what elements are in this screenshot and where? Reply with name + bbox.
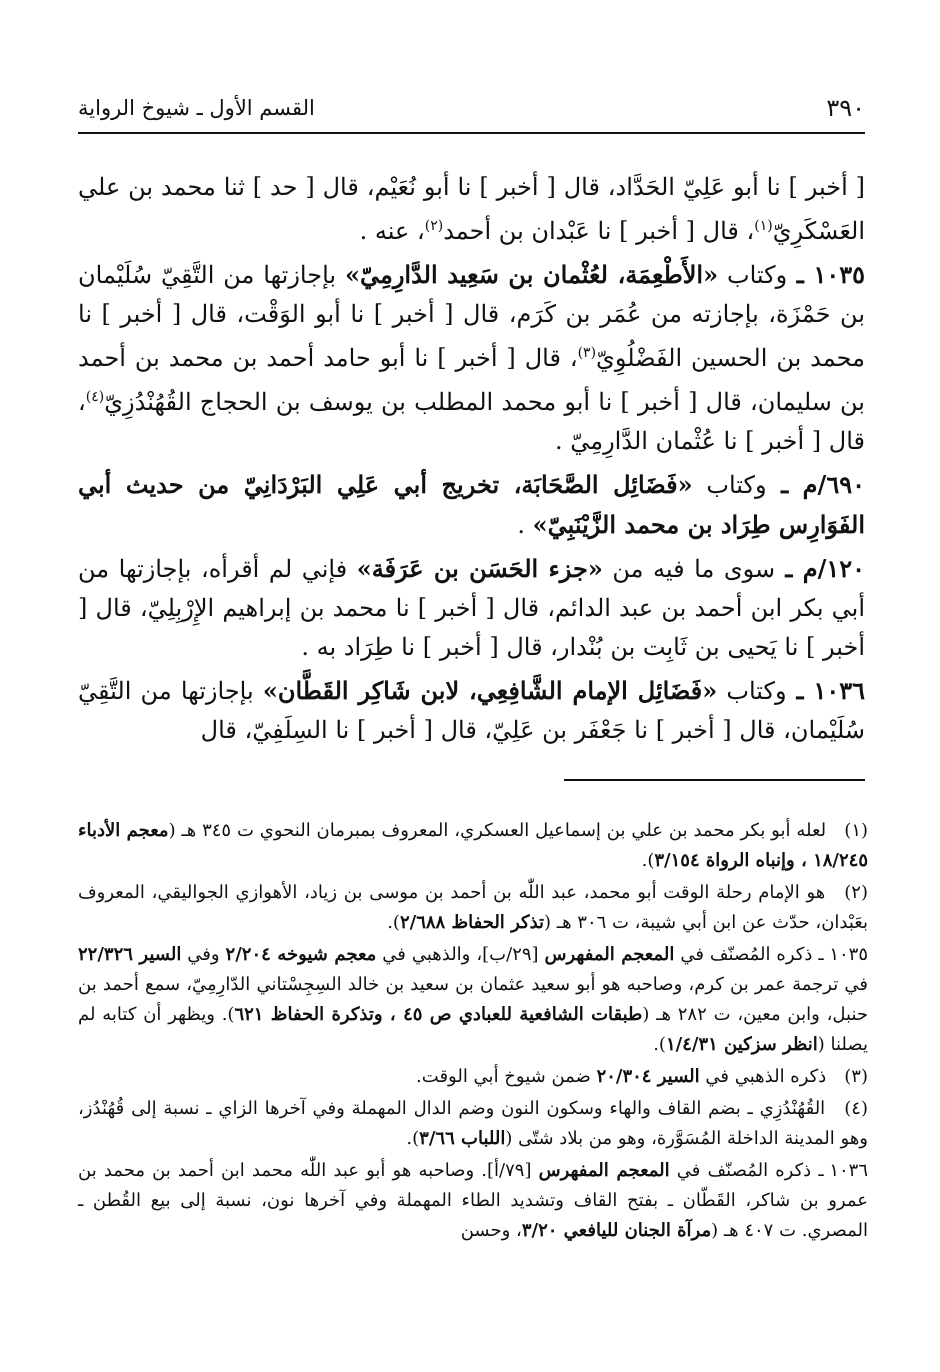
text-run: ). xyxy=(387,912,400,933)
footnote-text xyxy=(78,944,868,1055)
text-run: في ترجمة عمر بن كرم، وصاحبه هو أبو سعيد عثمان بن سعيد بن خالد السِجِسْتاني الدّارِمِيّ، سمع أحمد بن حنبل، وابن معين، ت ٢٨٢ هـ ( xyxy=(78,974,869,1025)
bold-text: ١٠٣٦ ـ xyxy=(786,676,865,705)
text-run: ، وحسن xyxy=(460,1220,522,1241)
footnotes xyxy=(78,816,868,1248)
footnote-text xyxy=(78,882,868,933)
text-run: ، قال [ أخبر ] نا عَبْدان بن أحمد xyxy=(443,217,755,245)
footnote-number: (٤) xyxy=(844,1098,868,1119)
text-run: وكتاب xyxy=(692,471,767,499)
footnote xyxy=(78,1062,868,1092)
text-run: بإجازتها من التَّقِيّ سُلَيْمان بن حَمْزَة، بإجازته من عُمَر بن كَرَم، قال [ أخبر ] نا أبو الوَقْت، قال [ أخبر ] نا محمد بن الحسين الفَضْلُوِيّ xyxy=(78,261,865,372)
footnote xyxy=(78,1094,868,1154)
main-text xyxy=(78,168,865,754)
text-run: وكتاب xyxy=(717,677,787,705)
footnote xyxy=(78,878,868,938)
text-run: وكتاب xyxy=(718,261,788,289)
running-title: القسم الأول ـ شيوخ الرواية xyxy=(78,96,315,120)
footnote-text xyxy=(416,1066,826,1087)
text-run: هو الإمام رحلة الوقت أبو محمد، عبد اللّٰه بن أحمد بن موسى بن زياد، الأهوازي الجواليقي، المعروف بعَبْدان، حدّث عن ابن أبي شيبة، ت ٣٠٦ هـ ( xyxy=(78,882,868,933)
footnote xyxy=(78,940,868,1060)
paragraph xyxy=(78,671,865,750)
bold-text: «الأَطْعِمَة، لعُثْمان بن سَعِيد الدَّارِمِيّ» xyxy=(344,260,719,289)
page-header xyxy=(78,92,865,134)
text-run: ذكره المُصنّف في xyxy=(674,944,813,965)
text-run: . xyxy=(517,511,533,539)
footnote-text xyxy=(78,820,868,871)
bold-text: ١٢٠/م ـ xyxy=(775,554,866,583)
paragraph xyxy=(78,255,865,461)
text-run: [ أخبر ] نا أبو عَلِيّ الحَدَّاد، قال [ أخبر ] نا أبو نُعَيْم، قال [ حد ] ثنا محمد بن علي العَسْكَرِيّ xyxy=(78,173,865,245)
footnote xyxy=(78,816,868,876)
footnote-ref: (٣) xyxy=(577,345,597,361)
bold-text: المعجم المفهرس xyxy=(544,944,675,965)
footnote-number: (٢) xyxy=(844,882,868,903)
bold-text: تذكر الحفاظ ٢/٦٨٨ xyxy=(399,912,545,933)
text-run: ، قال [ أخبر ] نا عُثْمان الدَّارِمِيّ . xyxy=(78,388,865,455)
text-run: [٧٩/أ]. وصاحبه هو أبو عبد اللّٰه محمد ابن أحمد بن محمد بن عمرو بن شاكر، القَطّان ـ بفتح القاف وتشديد الطاء المهملة وفي آخرها نون، نسبة إلى بيع القُطن ـ المصري. ت ٤٠٧ هـ ( xyxy=(78,1160,868,1241)
text-run: [٢٩/ب]، والذهبي في xyxy=(376,944,545,965)
text-run: ). ويظهر أن كتابه لم يصلنا ( xyxy=(78,1004,868,1055)
footnote-number: (٣) xyxy=(844,1066,868,1087)
bold-text: اللباب ٣/٦٦ xyxy=(419,1128,506,1149)
bold-text: السير ٢٢/٣٢٦ xyxy=(78,944,182,965)
footnote-text xyxy=(78,1098,868,1149)
text-run: لعله أبو بكر محمد بن علي بن إسماعيل العسكري، المعروف بمبرمان النحوي ت ٣٤٥ هـ ( xyxy=(168,820,827,841)
footnote-number: ١٠٣٦ ـ xyxy=(818,1160,868,1181)
bold-text: «جزء الحَسَن بن عَرَفَة» xyxy=(356,554,603,583)
bold-text: ١٠٣٥ ـ xyxy=(787,260,865,289)
paragraph xyxy=(78,465,865,545)
footnote-text xyxy=(78,1160,868,1241)
bold-text: ٦٩٠/م ـ xyxy=(766,470,865,499)
footnote xyxy=(78,1156,868,1246)
footnote-ref: (٤) xyxy=(85,389,105,405)
text-run: فإني لم أقرأه، بإجازتها من أبي بكر ابن أحمد بن عبد الدائم، قال [ أخبر ] نا محمد بن إبراهيم الإِرْبِلِيّ، قال [ أخبر ] نا يَحيى بن ثَابِت بن بُنْدار، قال [ أخبر ] نا طِرَاد به . xyxy=(78,555,865,661)
bold-text: طبقات الشافعية للعبادي ص ٤٥ ، وتذكرة الحفاظ ٦٢١ xyxy=(234,1004,643,1025)
page-number: ٣٩٠ xyxy=(826,94,865,122)
bold-text: «فَضَائِل الإمام الشَّافِعِي، لابن شَاكِر القَطَّان» xyxy=(262,676,718,705)
footnote-number: ١٠٣٥ ـ xyxy=(818,944,868,965)
footnote-ref: (٢) xyxy=(424,218,444,234)
bold-text: «فَضَائِل الصَّحَابَة، تخريج أبي عَلِي البَرْدَانِيّ من حديث أبي الفَوَارِس طِرَاد بن محمد الزَّيْنَبِيّ» xyxy=(78,470,865,539)
text-run: ذكره الذهبي في xyxy=(699,1066,827,1087)
text-run: ضمن شيوخ أبي الوقت. xyxy=(416,1066,597,1087)
footnote-number: (١) xyxy=(844,820,869,841)
bold-text: انظر سزكين ١/٤/٣١ xyxy=(665,1034,818,1055)
text-run: سوى ما فيه من xyxy=(602,555,776,583)
text-run: ذكره المُصنّف في xyxy=(669,1160,812,1181)
text-run: بإجازتها من التَّقِيّ سُلَيْمان، قال [ أخبر ] نا جَعْفَر بن عَلِيّ، قال [ أخبر ] نا السِلَفِيّ، قال xyxy=(78,677,865,744)
bold-text: المعجم المفهرس xyxy=(538,1160,670,1181)
text-run: ). xyxy=(653,1034,666,1055)
text-run: ). xyxy=(406,1128,420,1149)
bold-text: معجم شيوخه ٢/٢٠٤ xyxy=(225,944,377,965)
paragraph xyxy=(78,168,865,251)
bold-text: معجم الأدباء ١٨/٢٤٥ ، وإنباه الرواة ٣/١٥٤ xyxy=(78,820,868,871)
footnote-ref: (١) xyxy=(754,218,773,234)
paragraph xyxy=(78,549,865,667)
text-run: القُهُنْدُزِي ـ بضم القاف والهاء وسكون النون وضم الدال المهملة وفي آخرها الزاي ـ نسبة إلى قُهُنْدُز، وهو المدينة الداخلة المُسَوَّرة، وهو من بلاد شتّى ( xyxy=(78,1098,868,1149)
bold-text: السير ٢٠/٣٠٤ xyxy=(596,1066,700,1087)
footnote-divider xyxy=(564,779,865,781)
text-run: ، عنه . xyxy=(359,217,425,245)
bold-text: مرآة الجنان لليافعي ٣/٢٠ xyxy=(521,1220,712,1241)
text-run: ). xyxy=(641,850,655,871)
text-run: ، قال [ أخبر ] نا أبو حامد أحمد بن محمد بن أحمد بن سليمان، قال [ أخبر ] نا أبو محمد المطلب بن يوسف بن الحجاج القُهُنْدُزِيّ xyxy=(78,344,865,416)
text-run: وفي xyxy=(181,944,226,965)
